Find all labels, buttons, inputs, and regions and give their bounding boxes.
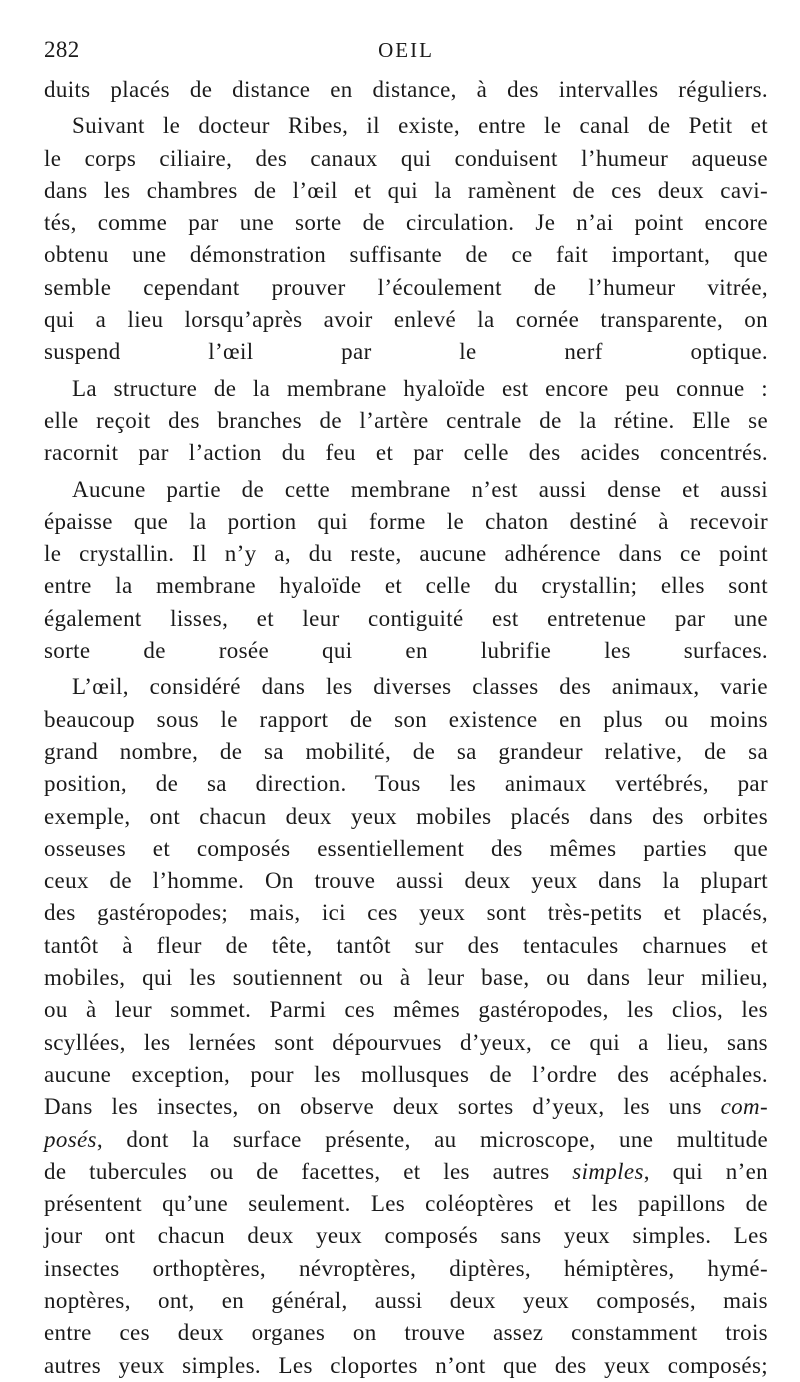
text-line: beaucoup sous le rapport de son existence en plus ou moins <box>44 706 768 732</box>
text-line: des gastéropodes; mais, ici ces yeux sont très-petits et placés, <box>44 900 768 926</box>
text-line: elle reçoit des branches de l’artère centrale de la rétine. Elle se <box>44 407 768 433</box>
page-number: 282 <box>44 37 80 62</box>
text-line: qui a lieu lorsqu’après avoir enlevé la cornée transparente, on <box>44 307 768 333</box>
text-line: autres yeux simples. Les cloportes n’ont que des yeux composés; <box>44 1352 768 1378</box>
text-line: noptères, ont, en général, aussi deux yeux composés, mais <box>44 1287 768 1313</box>
running-head: OEIL <box>378 38 434 62</box>
paragraph <box>44 474 768 668</box>
text-line: ou à leur sommet. Parmi ces mêmes gastéropodes, les clios, les <box>44 997 768 1023</box>
text-line: entre la membrane hyaloïde et celle du crystallin; elles sont <box>44 573 768 599</box>
text-line: insectes orthoptères, névroptères, diptères, hémiptères, hymé- <box>44 1255 768 1281</box>
text-line: position, de sa direction. Tous les animaux vertébrés, par <box>44 771 768 797</box>
text-line: le crystallin. Il n’y a, du reste, aucune adhérence dans ce point <box>44 541 768 567</box>
text-line: suspend l’œil par le nerf optique. <box>44 339 768 365</box>
text-line: dans les chambres de l’œil et qui la ramènent de ces deux cavi- <box>44 177 768 203</box>
body-text <box>44 74 768 1382</box>
text-line: osseuses et composés essentiellement des mêmes parties que <box>44 835 768 861</box>
paragraph <box>44 373 768 470</box>
paragraph <box>44 671 768 1382</box>
text-line: Aucune partie de cette membrane n’est aussi dense et aussi <box>72 476 768 502</box>
text-line: tés, comme par une sorte de circulation. Je n’ai point encore <box>44 210 768 236</box>
text-line: tantôt à fleur de tête, tantôt sur des tentacules charnues et <box>44 932 768 958</box>
text-line: le corps ciliaire, des canaux qui conduisent l’humeur aqueuse <box>44 145 768 171</box>
text-line: jour ont chacun deux yeux composés sans yeux simples. Les <box>44 1223 768 1249</box>
text-line: grand nombre, de sa mobilité, de sa grandeur relative, de sa <box>44 738 768 764</box>
text-line: Dans les insectes, on observe deux sortes d’yeux, les uns com- <box>44 1094 768 1120</box>
text-line: entre ces deux organes on trouve assez constamment trois <box>44 1320 768 1346</box>
text-line: ceux de l’homme. On trouve aussi deux yeux dans la plupart <box>44 868 768 894</box>
text-line: également lisses, et leur contiguité est entretenue par une <box>44 605 768 631</box>
text-line: La structure de la membrane hyaloïde est encore peu connue : <box>72 375 768 401</box>
text-line: aucune exception, pour les mollusques de l’ordre des acéphales. <box>44 1061 768 1087</box>
text-line: sorte de rosée qui en lubrifie les surfaces. <box>44 638 768 664</box>
text-line: de tubercules ou de facettes, et les autres simples, qui n’en <box>44 1158 768 1184</box>
text-line: Suivant le docteur Ribes, il existe, entre le canal de Petit et <box>72 113 768 139</box>
text-line: duits placés de distance en distance, à des intervalles réguliers. <box>44 77 768 102</box>
text-line: posés, dont la surface présente, au microscope, une multitude <box>44 1126 768 1152</box>
text-line: L’œil, considéré dans les diverses classes des animaux, varie <box>72 674 768 700</box>
text-line: mobiles, qui les soutiennent ou à leur base, ou dans leur milieu, <box>44 965 768 991</box>
book-page <box>44 34 768 1382</box>
paragraph <box>44 74 768 106</box>
text-line: semble cependant prouver l’écoulement de l’humeur vitrée, <box>44 274 768 300</box>
text-line: présentent qu’une seulement. Les coléoptères et les papillons de <box>44 1191 768 1217</box>
text-line: exemple, ont chacun deux yeux mobiles placés dans des orbites <box>44 803 768 829</box>
paragraph <box>44 110 768 368</box>
text-line: obtenu une démonstration suffisante de ce fait important, que <box>44 242 768 268</box>
page-header <box>44 34 768 74</box>
text-line: racornit par l’action du feu et par celle des acides concentrés. <box>44 440 768 466</box>
text-line: épaisse que la portion qui forme le chaton destiné à recevoir <box>44 508 768 534</box>
text-line: scyllées, les lernées sont dépourvues d’yeux, ce qui a lieu, sans <box>44 1029 768 1055</box>
